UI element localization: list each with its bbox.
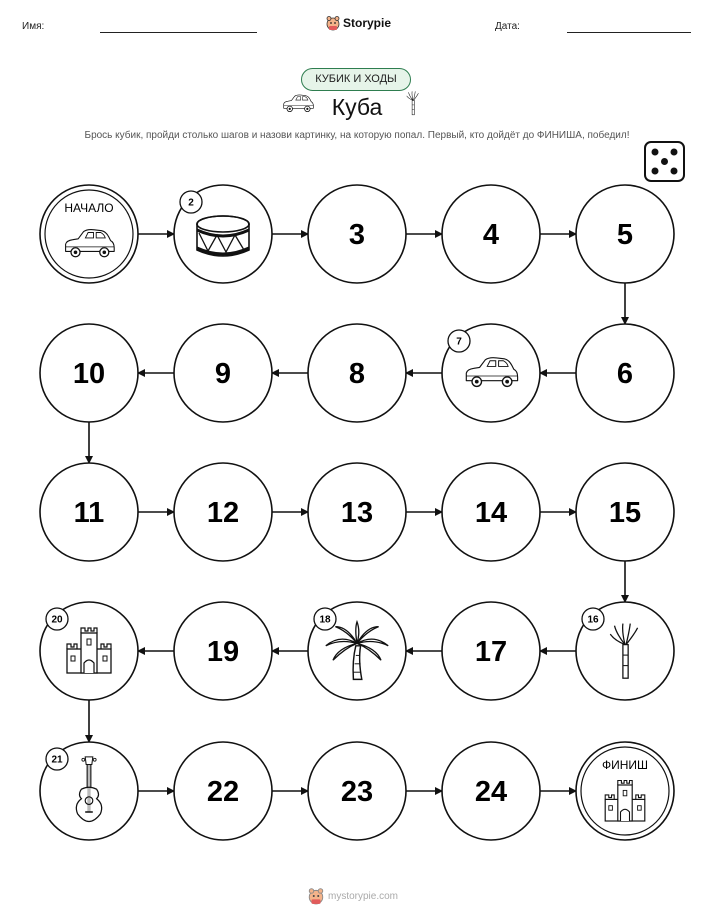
space-number: 6 — [616, 358, 634, 390]
space-number: 14 — [474, 497, 508, 529]
board-space-21 — [40, 742, 138, 840]
date-label: Дата: — [495, 21, 520, 32]
space-number: 9 — [214, 358, 232, 390]
space-number: 23 — [340, 776, 374, 808]
start-space — [40, 185, 138, 283]
space-number: 22 — [206, 776, 240, 808]
board-space-17 — [442, 602, 540, 700]
space-badge-number: 2 — [188, 197, 194, 209]
car-icon — [284, 95, 314, 112]
board-space-12 — [174, 463, 272, 561]
space-number: 8 — [348, 358, 366, 390]
footer-url: mystorypie.com — [328, 890, 399, 902]
board-space-4 — [442, 185, 540, 283]
drum-icon — [197, 216, 249, 256]
board-space-7 — [442, 324, 540, 422]
space-badge-number: 7 — [456, 336, 462, 348]
space-number: 11 — [73, 497, 105, 529]
space-number: 15 — [608, 497, 642, 529]
finish-space — [576, 742, 674, 840]
space-number: 5 — [616, 219, 634, 251]
space-number: 24 — [474, 776, 508, 808]
board-space-11 — [40, 463, 138, 561]
storypie-logo-icon — [308, 887, 324, 905]
board-space-19 — [174, 602, 272, 700]
board-space-13 — [308, 463, 406, 561]
instructions: Брось кубик, пройди столько шагов и назови картинку, на которую попал. Первый, кто дойдёт до ФИНИША, победил! — [84, 130, 630, 141]
brand-name: Storypie — [343, 16, 392, 30]
game-type-badge: КУБИК И ХОДЫ — [301, 68, 411, 91]
space-number: 3 — [348, 219, 366, 251]
board-space-14 — [442, 463, 540, 561]
board-space-23 — [308, 742, 406, 840]
dice-icon — [645, 142, 684, 181]
space-number: 13 — [340, 497, 374, 529]
board-space-2 — [174, 185, 272, 283]
space-badge-number: 16 — [587, 614, 599, 626]
board-space-15 — [576, 463, 674, 561]
board-space-5 — [576, 185, 674, 283]
board-space-6 — [576, 324, 674, 422]
space-number: 17 — [474, 636, 508, 668]
sugarcane-icon — [407, 91, 419, 114]
space-badge-number: 20 — [51, 614, 63, 626]
footer — [308, 886, 398, 906]
space-number: 12 — [206, 497, 240, 529]
board-space-16 — [576, 602, 674, 700]
space-number: 10 — [72, 358, 106, 390]
name-label: Имя: — [22, 21, 45, 32]
space-number: 19 — [206, 636, 240, 668]
board-space-18 — [308, 602, 406, 700]
board-space-8 — [308, 324, 406, 422]
finish-label: ФИНИШ — [601, 758, 649, 772]
board-space-9 — [174, 324, 272, 422]
board-space-22 — [174, 742, 272, 840]
board-space-20 — [40, 602, 138, 700]
page-title: Куба — [331, 94, 383, 120]
board-space-24 — [442, 742, 540, 840]
board-space-10 — [40, 324, 138, 422]
space-badge-number: 21 — [51, 754, 63, 766]
space-badge-number: 18 — [319, 614, 331, 626]
space-number: 4 — [482, 219, 500, 251]
board-space-3 — [308, 185, 406, 283]
start-label: НАЧАЛО — [64, 201, 114, 215]
